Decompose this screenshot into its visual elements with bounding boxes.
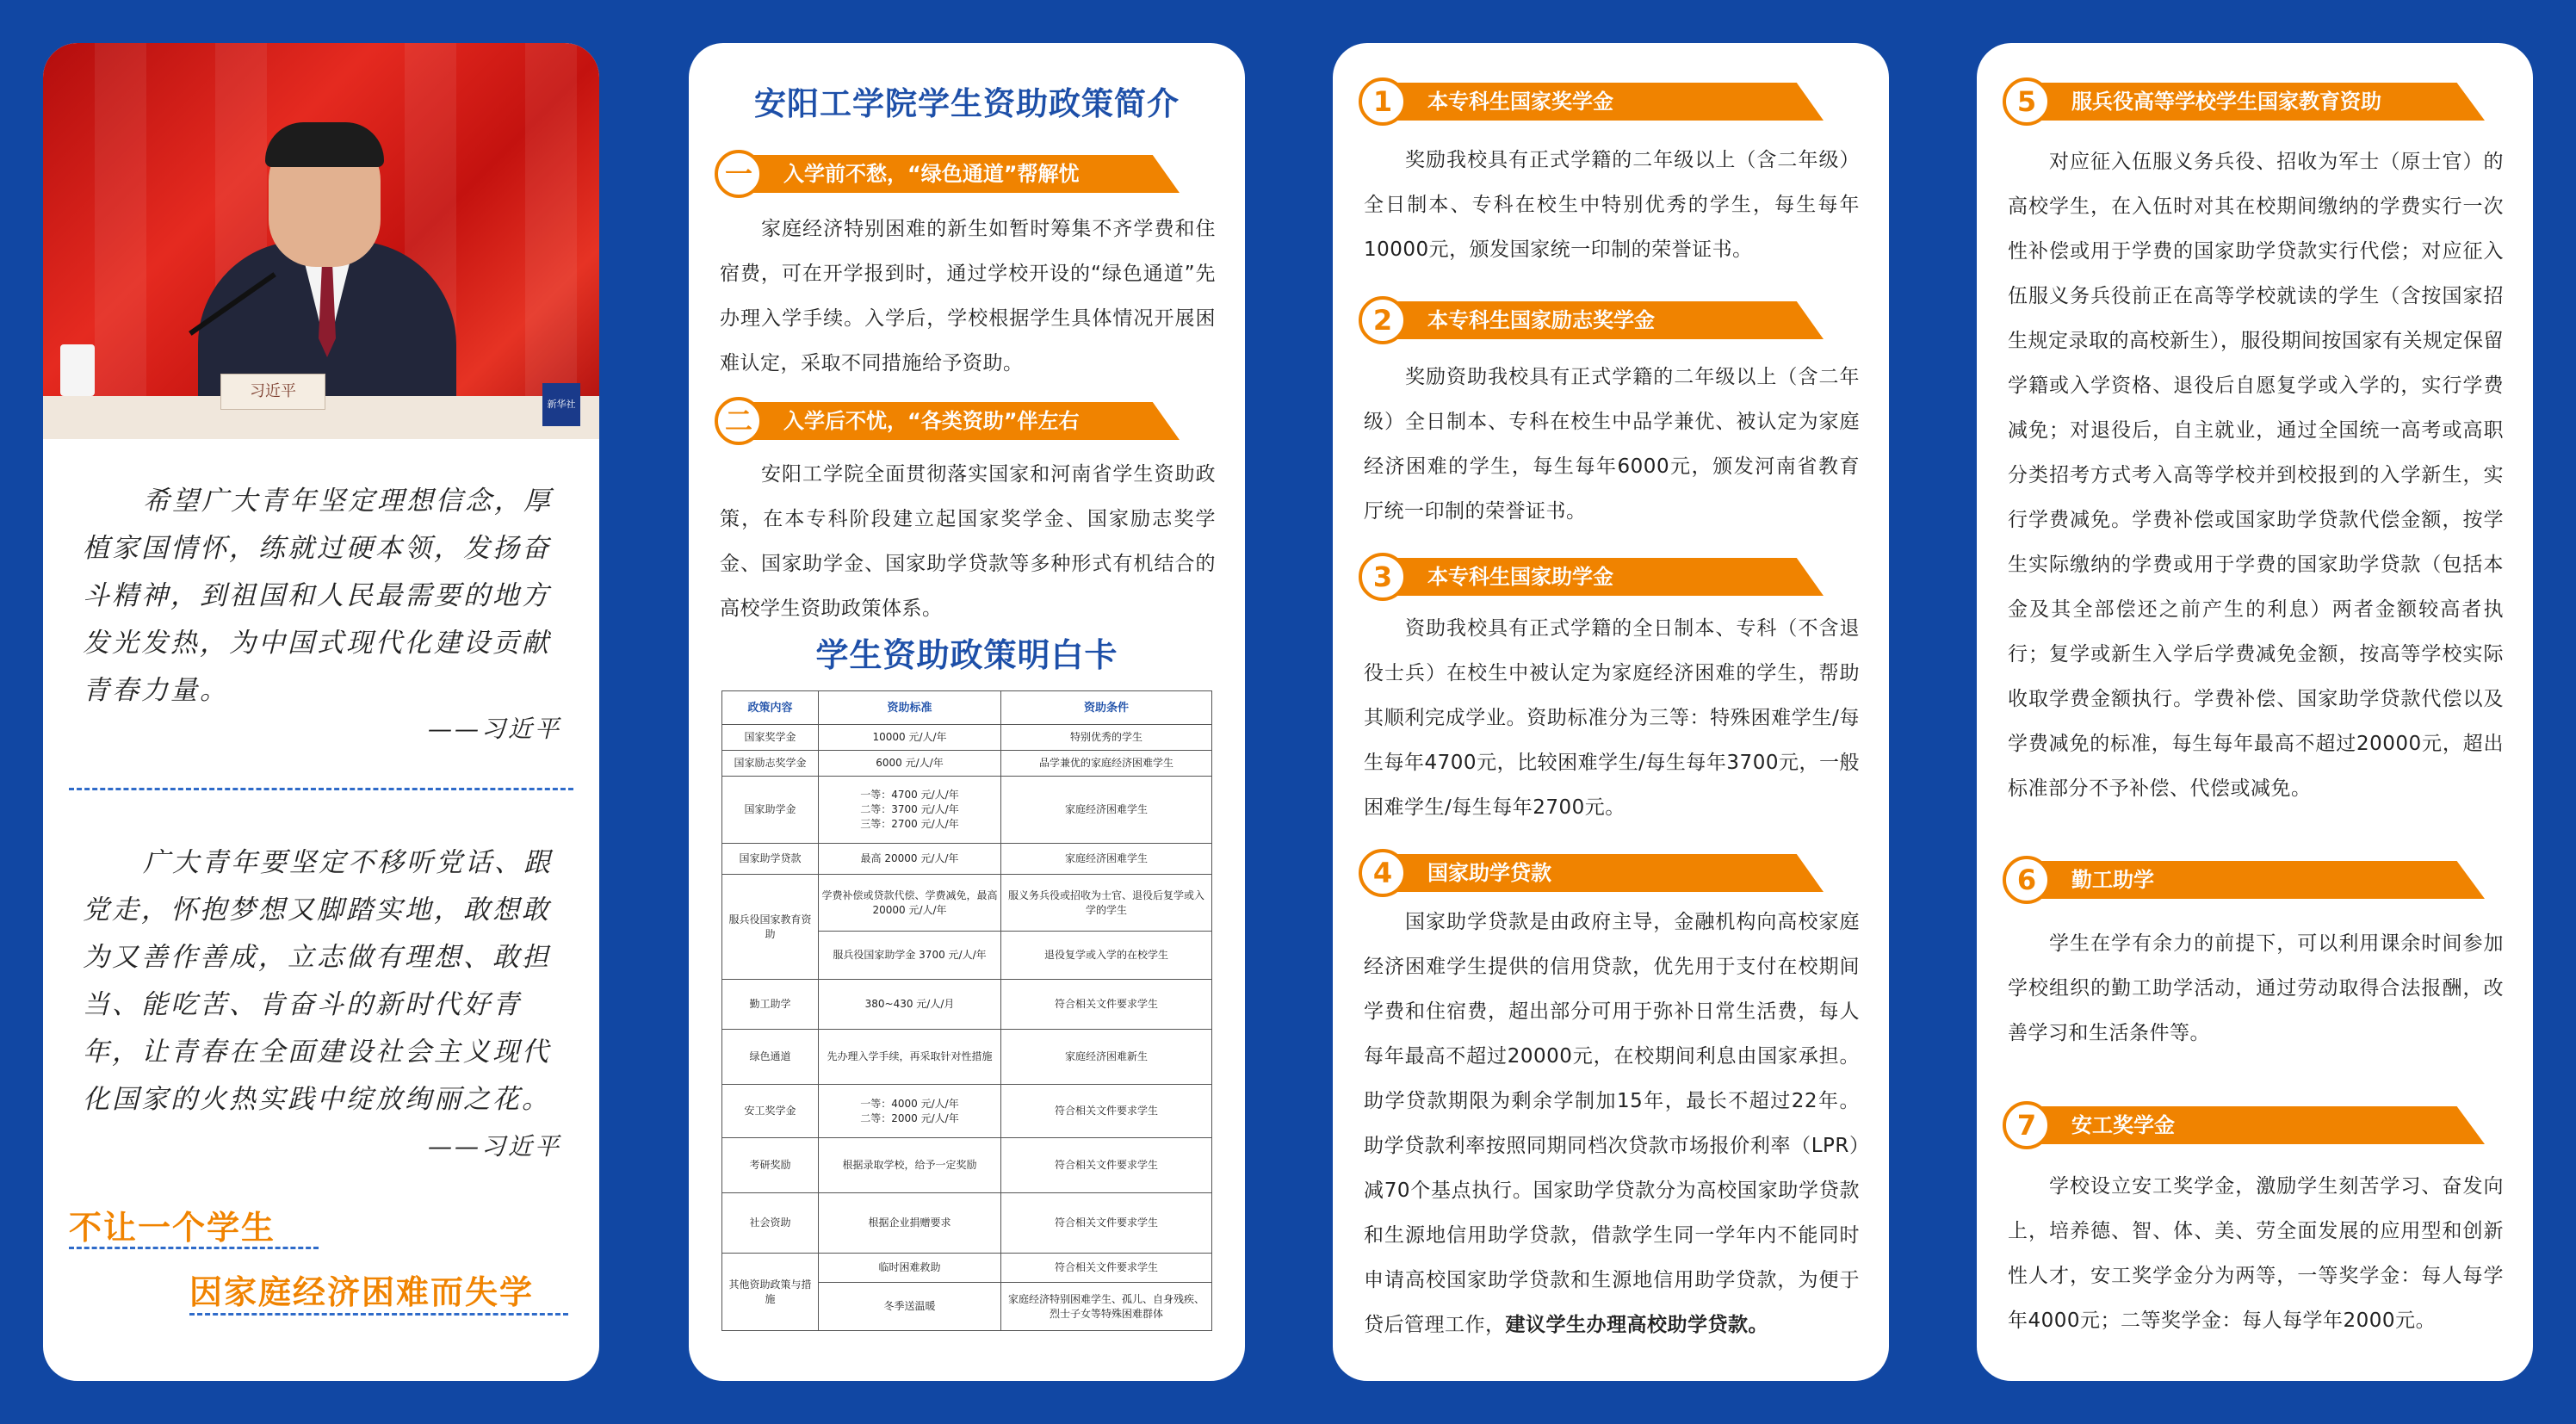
section-3-title: 本专科生国家助学金 bbox=[1427, 565, 1613, 589]
table-row bbox=[722, 1138, 1212, 1193]
table-cell: 考研奖励 bbox=[722, 1138, 819, 1193]
section-4-title: 国家助学贷款 bbox=[1427, 861, 1551, 885]
table-cell: 根据录取学校，给予一定奖励 bbox=[819, 1138, 1001, 1193]
table-cell: 家庭经济困难学生 bbox=[1001, 777, 1212, 844]
slogan-underline-1 bbox=[69, 1247, 319, 1249]
table-cell: 服兵役国家教育资助 bbox=[722, 875, 819, 980]
table-cell: 退役复学或入学的在校学生 bbox=[1001, 932, 1212, 980]
table-row bbox=[722, 1030, 1212, 1085]
table-cell: 符合相关文件要求学生 bbox=[1001, 980, 1212, 1030]
table-cell: 特别优秀的学生 bbox=[1001, 725, 1212, 751]
table-row bbox=[722, 980, 1212, 1030]
table-cell: 国家助学贷款 bbox=[722, 844, 819, 875]
section-6-title: 勤工助学 bbox=[2071, 868, 2154, 892]
table-cell: 社会资助 bbox=[722, 1193, 819, 1254]
leader-photo bbox=[43, 43, 599, 439]
section-2-title: 入学后不忧，“各类资助”伴左右 bbox=[783, 409, 1080, 433]
section-4-recommendation: 建议学生办理高校助学贷款。 bbox=[1505, 1314, 1768, 1336]
table-row bbox=[722, 725, 1212, 751]
panel-policy-intro bbox=[689, 43, 1245, 1381]
table-row bbox=[722, 1193, 1212, 1254]
section-1-number: 一 bbox=[715, 150, 763, 198]
table-header: 资助条件 bbox=[1001, 691, 1212, 725]
section-2-number: 二 bbox=[715, 397, 763, 445]
table-row bbox=[722, 1085, 1212, 1138]
section-7-title: 安工奖学金 bbox=[2071, 1113, 2175, 1137]
table-cell: 服义务兵役或招收为士官、退役后复学或入学的学生 bbox=[1001, 875, 1212, 932]
table-cell: 最高 20000 元/人/年 bbox=[819, 844, 1001, 875]
panel-scholarships bbox=[1333, 43, 1889, 1381]
table-header-row bbox=[722, 691, 1212, 725]
table-cell: 一等：4000 元/人/年 二等：2000 元/人/年 bbox=[819, 1085, 1001, 1138]
section-2-body: 安阳工学院全面贯彻落实国家和河南省学生资助政策，在本专科阶段建立起国家奖学金、国家励志奖学金、国家助学金、国家助学贷款等多种形式有机结合的高校学生资助政策体系。 bbox=[720, 463, 1216, 620]
table-cell: 家庭经济特别困难学生、孤儿、自身残疾、烈士子女等特殊困难群体 bbox=[1001, 1283, 1212, 1331]
table-row bbox=[722, 777, 1212, 844]
table-row bbox=[722, 1254, 1212, 1283]
section-2-body: 奖励资助我校具有正式学籍的二年级以上（含二年级）全日制本、专科在校生中品学兼优、被认定为家庭经济困难的学生，每生每年6000元，颁发河南省教育厅统一印制的荣誉证书。 bbox=[1364, 366, 1860, 523]
table-cell: 服兵役国家助学金 3700 元/人/年 bbox=[819, 932, 1001, 980]
section-2-title: 本专科生国家励志奖学金 bbox=[1427, 308, 1655, 332]
section-2-number: 2 bbox=[1359, 296, 1407, 344]
panel-quotes bbox=[43, 43, 599, 1381]
table-cell: 学费补偿或贷款代偿、学费减免，最高 20000 元/人/年 bbox=[819, 875, 1001, 932]
table-cell: 一等：4700 元/人/年 二等：3700 元/人/年 三等：2700 元/人/年 bbox=[819, 777, 1001, 844]
table-cell: 380~430 元/人/月 bbox=[819, 980, 1001, 1030]
table-cell: 国家励志奖学金 bbox=[722, 751, 819, 777]
table-cell: 符合相关文件要求学生 bbox=[1001, 1254, 1212, 1283]
table-cell: 冬季送温暖 bbox=[819, 1283, 1001, 1331]
section-1-number: 1 bbox=[1359, 77, 1407, 126]
news-logo: 新华社 bbox=[542, 383, 580, 426]
slogan-line-2: 因家庭经济困难而失学 bbox=[189, 1272, 535, 1311]
table-cell: 符合相关文件要求学生 bbox=[1001, 1138, 1212, 1193]
table-cell: 国家助学金 bbox=[722, 777, 819, 844]
section-4-text: 国家助学贷款是由政府主导，金融机构向高校家庭经济困难学生提供的信用贷款，优先用于支付在校期间学费和住宿费，超出部分可用于弥补日常生活费，每人每年最高不超过20000元，在校期间利息由国家承担。助学贷款期限为剩余学制加15年，最长不超过22年。助学贷款利率按照同期同档次贷款市场报价利率（LPR）减70个基点执行。国家助学贷款分为高校国家助学贷款和生源地信用助学贷款，借款学生同一学年内不能同时申请高校国家助学贷款和生源地信用助学贷款，为便于贷后管理工作， bbox=[1364, 911, 1860, 1336]
nameplate: 习近平 bbox=[220, 374, 325, 410]
table-header: 资助标准 bbox=[819, 691, 1001, 725]
section-1-body: 奖励我校具有正式学籍的二年级以上（含二年级）全日制本、专科在校生中特别优秀的学生，每生每年10000元，颁发国家统一印制的荣誉证书。 bbox=[1364, 149, 1860, 261]
policy-table bbox=[721, 690, 1212, 1331]
quote-1: 希望广大青年坚定理想信念，厚植家国情怀，练就过硬本领，发扬奋斗精神，到祖国和人民最需要的地方发光发热，为中国式现代化建设贡献青春力量。 bbox=[83, 486, 553, 706]
table-cell: 先办理入学手续，再采取针对性措施 bbox=[819, 1030, 1001, 1085]
table-row bbox=[722, 844, 1212, 875]
section-1-title: 本专科生国家奖学金 bbox=[1427, 90, 1613, 114]
table-cell: 其他资助政策与措施 bbox=[722, 1254, 819, 1331]
section-5-number: 5 bbox=[2003, 77, 2051, 126]
table-cell: 符合相关文件要求学生 bbox=[1001, 1193, 1212, 1254]
section-6-body: 学生在学有余力的前提下，可以利用课余时间参加学校组织的勤工助学活动，通过劳动取得合法报酬，改善学习和生活条件等。 bbox=[2008, 932, 2504, 1044]
section-1-body: 家庭经济特别困难的新生如暂时筹集不齐学费和住宿费，可在开学报到时，通过学校开设的“绿色通道”先办理入学手续。入学后，学校根据学生具体情况开展困难认定，采取不同措施给予资助。 bbox=[720, 218, 1216, 375]
table-cell: 国家奖学金 bbox=[722, 725, 819, 751]
slogan-underline-2 bbox=[189, 1313, 568, 1316]
section-1-title: 入学前不愁，“绿色通道”帮解忧 bbox=[783, 162, 1080, 186]
table-cell: 家庭经济困难新生 bbox=[1001, 1030, 1212, 1085]
section-3-body: 资助我校具有正式学籍的全日制本、专科（不含退役士兵）在校生中被认定为家庭经济困难的学生，帮助其顺利完成学业。资助标准分为三等：特殊困难学生/每生每年4700元，比较困难学生/每生每年3700元，一般困难学生/每生每年2700元。 bbox=[1364, 617, 1860, 819]
table-cell: 品学兼优的家庭经济困难学生 bbox=[1001, 751, 1212, 777]
table-cell: 临时困难救助 bbox=[819, 1254, 1001, 1283]
table-cell: 家庭经济困难学生 bbox=[1001, 844, 1212, 875]
divider bbox=[69, 788, 573, 790]
table-cell: 勤工助学 bbox=[722, 980, 819, 1030]
page-title: 安阳工学院学生资助政策简介 bbox=[754, 85, 1180, 122]
table-header: 政策内容 bbox=[722, 691, 819, 725]
card-title: 学生资助政策明白卡 bbox=[815, 636, 1118, 674]
quote-1-signature: ——习近平 bbox=[427, 715, 561, 743]
section-4-number: 4 bbox=[1359, 849, 1407, 897]
table-cell: 安工奖学金 bbox=[722, 1085, 819, 1138]
table-cell: 10000 元/人/年 bbox=[819, 725, 1001, 751]
section-7-body: 学校设立安工奖学金，激励学生刻苦学习、奋发向上，培养德、智、体、美、劳全面发展的应用型和创新性人才，安工奖学金分为两等，一等奖学金：每人每学年4000元；二等奖学金：每人每学年2000元。 bbox=[2008, 1175, 2504, 1332]
cup-icon bbox=[60, 344, 95, 396]
section-4-body bbox=[1364, 900, 1860, 1347]
section-5-body: 对应征入伍服义务兵役、招收为军士（原士官）的高校学生，在入伍时对其在校期间缴纳的学费实行一次性补偿或用于学费的国家助学贷款实行代偿；对应征入伍服义务兵役前正在高等学校就读的学生（含按国家招生规定录取的高校新生），服役期间按国家有关规定保留学籍或入学资格、退役后自愿复学或入学的，实行学费减免；对退役后，自主就业，通过全国统一高考或高职分类招考方式考入高等学校并到校报到的入学新生，实行学费减免。学费补偿或国家助学贷款代偿金额，按学生实际缴纳的学费或用于学费的国家助学贷款（包括本金及其全部偿还之前产生的利息）两者金额较高者执行；复学或新生入学后学费减免金额，按高等学校实际收取学费金额执行。学费补偿、国家助学贷款代偿以及学费减免的标准，每生每年最高不超过20000元，超出标准部分不予补偿、代偿或减免。 bbox=[2008, 151, 2504, 800]
table-cell: 根据企业捐赠要求 bbox=[819, 1193, 1001, 1254]
section-6-number: 6 bbox=[2003, 856, 2051, 904]
table-cell: 绿色通道 bbox=[722, 1030, 819, 1085]
table-cell: 6000 元/人/年 bbox=[819, 751, 1001, 777]
section-3-number: 3 bbox=[1359, 553, 1407, 601]
table-row bbox=[722, 751, 1212, 777]
table-row bbox=[722, 875, 1212, 932]
quote-2-signature: ——习近平 bbox=[427, 1132, 561, 1161]
quote-2: 广大青年要坚定不移听党话、跟党走，怀抱梦想又脚踏实地，敢想敢为又善作善成，立志做有理想、敢担当、能吃苦、肯奋斗的新时代好青年，让青春在全面建设社会主义现代化国家的火热实践中绽放绚丽之花。 bbox=[83, 847, 553, 1115]
table-cell: 符合相关文件要求学生 bbox=[1001, 1085, 1212, 1138]
slogan-line-1: 不让一个学生 bbox=[69, 1208, 276, 1247]
section-7-number: 7 bbox=[2003, 1101, 2051, 1149]
section-5-title: 服兵役高等学校学生国家教育资助 bbox=[2071, 90, 2381, 114]
panel-other-aid bbox=[1977, 43, 2533, 1381]
